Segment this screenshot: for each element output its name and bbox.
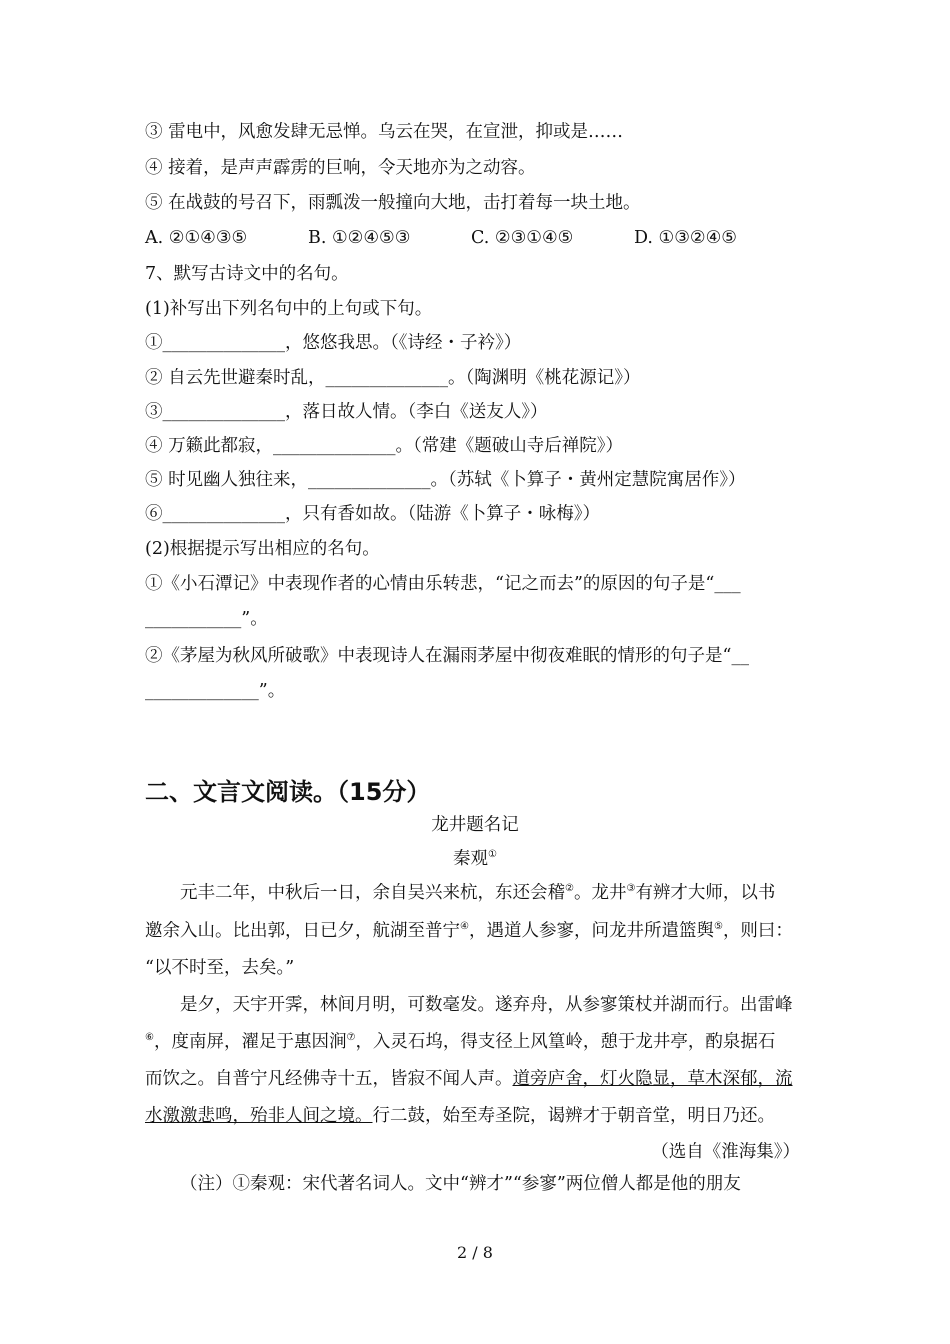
part-2-title: (2)根据提示写出相应的名句。	[145, 539, 380, 559]
underlined-sentence: 水激激悲鸣，殆非人间之境。	[145, 1106, 373, 1126]
page-number: 2 / 8	[457, 1243, 493, 1262]
prompt-2-cont: _____________”。	[145, 681, 286, 701]
passage-author: 秦观①	[453, 849, 497, 869]
prompt-1: ①《小石潭记》中表现作者的心情由乐转悲，“记之而去”的原因的句子是“___	[145, 574, 741, 594]
passage-line: 邀余入山。比出郭，日已夕，航湖至普宁④，遇道人参寥，问龙井所遣篮舆⑤，则曰：	[145, 921, 793, 941]
passage-line: 而饮之。自普宁凡经佛寺十五，皆寂不闻人声。道旁庐舍，灯火隐显，草木深郁，流	[145, 1069, 793, 1089]
fill-item: ④ 万籁此都寂，______________。（常建《题破山寺后禅院》）	[145, 436, 624, 456]
fill-item: ⑤ 时见幽人独往来，______________。（苏轼《卜算子・黄州定慧院寓居作》）	[145, 470, 746, 490]
passage-line: “以不时至，去矣。”	[145, 958, 295, 978]
prompt-1-cont: ___________”。	[145, 609, 268, 629]
passage-line: 是夕，天宇开霁，林间月明，可数毫发。遂弃舟，从参寥策杖并湖而行。出雷峰	[180, 995, 793, 1015]
sentence-5: ⑤ 在战鼓的号召下，雨瓢泼一般撞向大地，击打着每一块土地。	[145, 193, 641, 213]
option-c: C. ②③①④⑤	[471, 228, 574, 248]
fill-item: ①______________，悠悠我思。（《诗经・子衿》）	[145, 333, 522, 353]
sentence-3: ③ 雷电中，风愈发肆无忌惮。乌云在哭，在宣泄，抑或是……	[145, 122, 624, 142]
underlined-sentence: 道旁庐舍，灯火隐显，草木深郁，流	[512, 1069, 793, 1089]
fill-item: ⑥______________，只有香如故。（陆游《卜算子・咏梅》）	[145, 504, 600, 524]
option-a: A. ②①④③⑤	[145, 228, 248, 248]
part-1-title: (1)补写出下列名句中的上句或下句。	[145, 299, 433, 319]
passage-line: 水激激悲鸣，殆非人间之境。行二鼓，始至寿圣院，谒辨才于朝音堂，明日乃还。	[145, 1106, 775, 1126]
passage-line: 元丰二年，中秋后一日，余自吴兴来杭，东还会稽②。龙井③有辨才大师，以书	[180, 883, 776, 903]
fill-item: ② 自云先世避秦时乱，______________。（陶渊明《桃花源记》）	[145, 368, 641, 388]
prompt-2: ②《茅屋为秋风所破歌》中表现诗人在漏雨茅屋中彻夜难眠的情形的句子是“__	[145, 646, 749, 666]
passage-line: ⑥，度南屏，濯足于惠因涧⑦，入灵石坞，得支径上风篁岭，憩于龙井亭，酌泉据石	[145, 1032, 776, 1052]
option-d: D. ①③②④⑤	[634, 228, 737, 248]
question-7-title: 7、默写古诗文中的名句。	[145, 264, 349, 284]
footnote: （注）①秦观：宋代著名词人。文中“辨才”“参寥”两位僧人都是他的朋友	[180, 1174, 741, 1194]
passage-source: （选自《淮海集》）	[651, 1142, 800, 1162]
sentence-4: ④ 接着，是声声霹雳的巨响，令天地亦为之动容。	[145, 158, 536, 178]
option-b: B. ①②④⑤③	[308, 228, 411, 248]
section-heading: 二、文言文阅读。（15分）	[145, 778, 431, 806]
passage-title: 龙井题名记	[431, 815, 519, 835]
answer-options	[145, 226, 737, 250]
fill-item: ③______________，落日故人情。（李白《送友人》）	[145, 402, 548, 422]
